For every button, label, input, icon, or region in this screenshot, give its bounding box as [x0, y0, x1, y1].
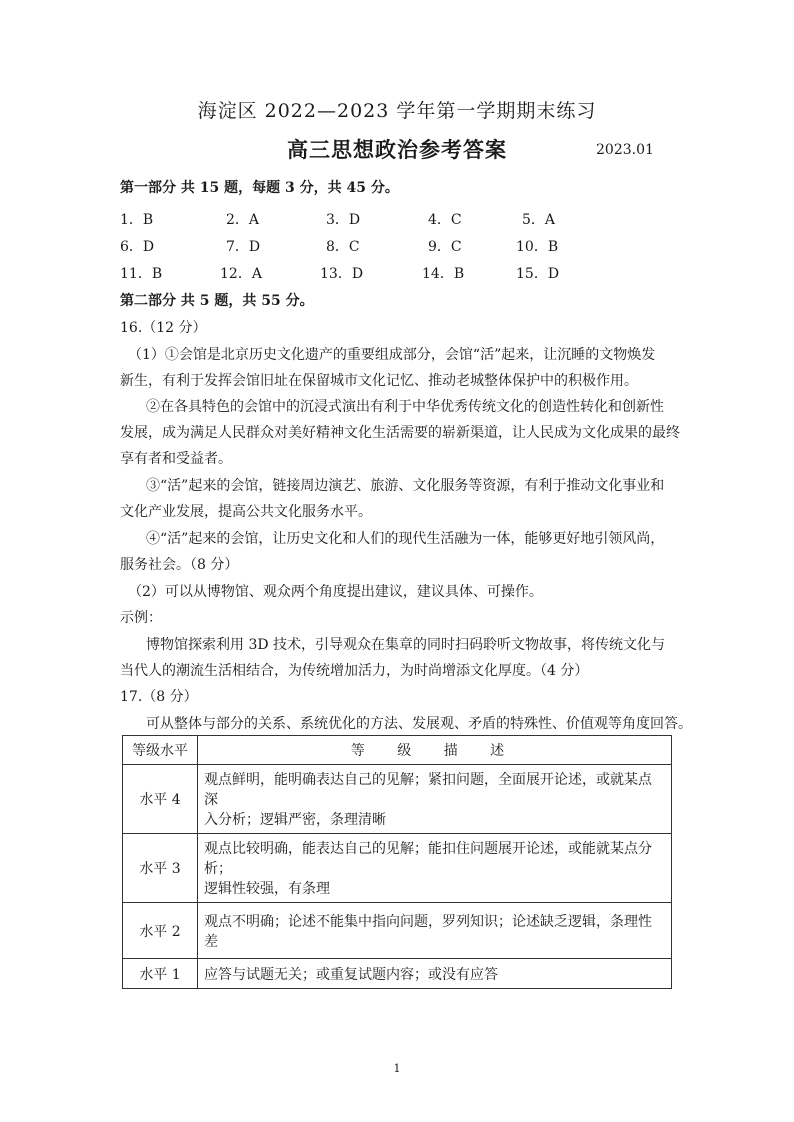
description-cell — [198, 959, 672, 989]
question-17-label: 17.（8 分） — [120, 689, 198, 705]
paragraph-line: 当代人的潮流生活相结合，为传统增加活力，为时尚增添文化厚度。（4 分） — [120, 663, 589, 679]
answer-item: 10．B — [516, 239, 559, 255]
description-line: 应答与试题无关；或重复试题内容；或没有应答 — [204, 966, 498, 983]
example-label: 示例： — [120, 610, 162, 626]
paragraph-line: 享有者和受益者。 — [120, 451, 232, 467]
description-line: 逻辑性较强，有条理 — [204, 881, 330, 897]
answer-item: 13．D — [320, 266, 364, 282]
table-header-row — [123, 736, 672, 765]
table-header-description: 等 级 描 述 — [198, 736, 672, 765]
answer-item: 4．C — [428, 212, 462, 228]
answer-item: 15．D — [516, 266, 560, 282]
table-row — [123, 959, 672, 989]
exam-title: 海淀区 2022—2023 学年第一学期期末练习 — [197, 100, 597, 122]
paragraph-line: （1）①会馆是北京历史文化遗产的重要组成部分，会馆“活”起来，让沉睡的文物焕发 — [128, 347, 656, 363]
level-cell: 水平 2 — [123, 903, 198, 959]
description-cell — [198, 903, 672, 959]
paragraph-line: 可从整体与部分的关系、系统优化的方法、发展观、矛盾的特殊性、价值观等角度回答。 — [146, 716, 692, 732]
answer-item: 1．B — [120, 212, 154, 228]
scoring-rubric-table — [122, 735, 672, 989]
description-line: 观点不明确；论述不能集中指向问题，罗列知识；论述缺乏逻辑，条理性差 — [204, 913, 652, 950]
answer-item: 9．C — [428, 239, 462, 255]
level-cell: 水平 3 — [123, 834, 198, 903]
paragraph-line: ④“活”起来的会馆，让历史文化和人们的现代生活融为一体，能够更好地引领风尚， — [146, 531, 665, 547]
table-row — [123, 765, 672, 834]
part1-heading: 第一部分 共 15 题，每题 3 分，共 45 分。 — [120, 180, 399, 196]
paragraph-line: 发展，成为满足人民群众对美好精神文化生活需要的崭新渠道，让人民成为文化成果的最终 — [120, 425, 680, 441]
paragraph-line: 新生，有利于发挥会馆旧址在保留城市文化记忆、推动老城整体保护中的积极作用。 — [120, 373, 638, 389]
table-row — [123, 903, 672, 959]
answer-item: 5．A — [522, 212, 556, 228]
description-cell — [198, 834, 672, 903]
answer-item: 11．B — [120, 266, 163, 282]
answer-item: 14．B — [422, 266, 465, 282]
paragraph-line: 博物馆探索利用 3D 技术，引导观众在集章的同时扫码聆听文物故事，将传统文化与 — [146, 637, 666, 653]
table-header-level: 等级水平 — [123, 736, 198, 765]
description-cell — [198, 765, 672, 834]
answer-item: 7．D — [226, 239, 261, 255]
description-line: 入分析；逻辑严密，条理清晰 — [204, 812, 386, 828]
paragraph-line: ③“活”起来的会馆，链接周边演艺、旅游、文化服务等资源，有利于推动文化事业和 — [146, 478, 665, 494]
answer-item: 3．D — [326, 212, 361, 228]
description-line: 观点比较明确，能表达自己的见解；能扣住问题展开论述，或能就某点分析； — [204, 841, 652, 877]
paragraph-line: ②在各具特色的会馆中的沉浸式演出有利于中华优秀传统文化的创造性转化和创新性 — [146, 399, 664, 415]
page-number: 1 — [393, 1062, 401, 1075]
answer-key-title: 高三思想政治参考答案 — [287, 137, 507, 162]
answer-item: 8．C — [326, 239, 360, 255]
answer-item: 2．A — [226, 212, 260, 228]
level-cell: 水平 1 — [123, 959, 198, 989]
paragraph-line: （2）可以从博物馆、观众两个角度提出建议，建议具体、可操作。 — [128, 584, 543, 600]
description-line: 观点鲜明，能明确表达自己的见解；紧扣问题，全面展开论述，或就某点深 — [204, 772, 652, 808]
part2-heading: 第二部分 共 5 题，共 55 分。 — [120, 293, 314, 309]
answer-item: 6．D — [120, 239, 155, 255]
table-row — [123, 834, 672, 903]
date: 2023.01 — [596, 142, 654, 158]
paragraph-line: 服务社会。（8 分） — [120, 557, 239, 573]
question-16-label: 16.（12 分） — [120, 320, 207, 336]
answer-item: 12．A — [220, 266, 262, 282]
level-cell: 水平 4 — [123, 765, 198, 834]
paragraph-line: 文化产业发展，提高公共文化服务水平。 — [120, 504, 372, 520]
